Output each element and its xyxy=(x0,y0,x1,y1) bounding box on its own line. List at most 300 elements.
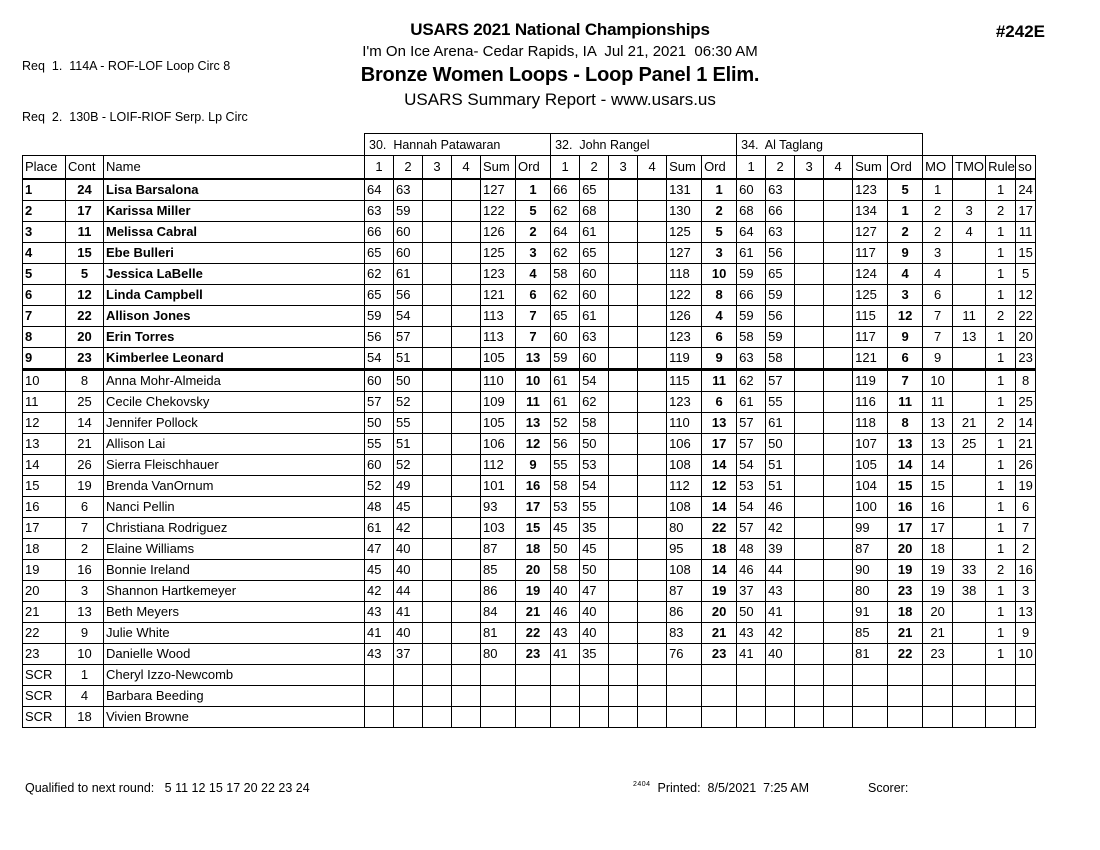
cell-judge3-mark3 xyxy=(795,263,824,284)
cell-judge2-mark3 xyxy=(609,559,638,580)
cell-judge3-mark4 xyxy=(824,559,853,580)
cell-judge2-mark2: 62 xyxy=(580,391,609,412)
cell-judge3-sum xyxy=(853,706,888,727)
cell-judge2-mark3 xyxy=(609,263,638,284)
cell-skater-name: Sierra Fleischhauer xyxy=(104,454,365,475)
cell-judge1-mark4 xyxy=(452,538,481,559)
cell-judge2-mark1 xyxy=(551,664,580,685)
cell-total-majority-ordinal xyxy=(953,685,986,706)
cell-judge2-ordinal: 18 xyxy=(702,538,737,559)
cell-judge3-mark1: 62 xyxy=(737,369,766,391)
col-judge3-mark2: 2 xyxy=(766,156,795,179)
cell-judge2-mark3 xyxy=(609,326,638,347)
cell-judge1-mark2: 52 xyxy=(394,454,423,475)
cell-skater-name: Nanci Pellin xyxy=(104,496,365,517)
cell-judge3-mark4 xyxy=(824,200,853,221)
cell-judge1-ordinal: 17 xyxy=(516,496,551,517)
cell-majority-ordinal: 4 xyxy=(923,263,953,284)
cell-judge3-mark3 xyxy=(795,433,824,454)
cell-skater-name: Anna Mohr-Almeida xyxy=(104,369,365,391)
cell-judge2-mark4 xyxy=(638,263,667,284)
cell-rule: 1 xyxy=(986,475,1016,496)
cell-judge1-mark3 xyxy=(423,664,452,685)
cell-judge2-ordinal: 14 xyxy=(702,496,737,517)
cell-place: 4 xyxy=(23,242,66,263)
cell-judge3-ordinal: 2 xyxy=(888,221,923,242)
cell-judge2-mark3 xyxy=(609,706,638,727)
cell-judge1-ordinal: 20 xyxy=(516,559,551,580)
cell-majority-ordinal: 7 xyxy=(923,326,953,347)
cell-contestant-number: 6 xyxy=(66,496,104,517)
cell-judge1-mark1: 59 xyxy=(365,305,394,326)
result-row xyxy=(23,242,1036,263)
cell-judge3-mark1: 54 xyxy=(737,454,766,475)
result-row xyxy=(23,433,1036,454)
cell-judge3-mark1: 59 xyxy=(737,305,766,326)
cell-place: SCR xyxy=(23,664,66,685)
cell-judge2-mark2 xyxy=(580,664,609,685)
cell-total-majority-ordinal: 38 xyxy=(953,580,986,601)
cell-place: 18 xyxy=(23,538,66,559)
cell-judge2-mark3 xyxy=(609,475,638,496)
cell-judge2-sum: 127 xyxy=(667,242,702,263)
cell-judge1-ordinal: 6 xyxy=(516,284,551,305)
col-so: so xyxy=(1016,156,1036,179)
cell-judge3-mark1: 61 xyxy=(737,242,766,263)
col-judge2-mark2: 2 xyxy=(580,156,609,179)
cell-judge1-mark2: 59 xyxy=(394,200,423,221)
cell-judge2-mark3 xyxy=(609,200,638,221)
cell-contestant-number: 12 xyxy=(66,284,104,305)
cell-judge3-sum: 115 xyxy=(853,305,888,326)
cell-judge2-mark1: 55 xyxy=(551,454,580,475)
cell-judge3-mark4 xyxy=(824,391,853,412)
report-version: 2404 xyxy=(633,781,651,788)
cell-judge3-mark4 xyxy=(824,622,853,643)
cell-judge1-mark2: 52 xyxy=(394,391,423,412)
cell-skating-order: 20 xyxy=(1016,326,1036,347)
cell-judge2-sum: 95 xyxy=(667,538,702,559)
cell-skater-name: Danielle Wood xyxy=(104,643,365,664)
col-judge2-sum: Sum xyxy=(667,156,702,179)
cell-rule: 1 xyxy=(986,622,1016,643)
cell-total-majority-ordinal: 3 xyxy=(953,200,986,221)
cell-judge1-mark1: 50 xyxy=(365,412,394,433)
cell-judge1-mark3 xyxy=(423,643,452,664)
cell-majority-ordinal: 1 xyxy=(923,179,953,201)
cell-judge1-mark4 xyxy=(452,622,481,643)
cell-judge2-mark4 xyxy=(638,580,667,601)
cell-judge1-mark2: 51 xyxy=(394,433,423,454)
cell-judge3-mark1: 64 xyxy=(737,221,766,242)
cell-judge1-mark1: 65 xyxy=(365,284,394,305)
cell-judge2-mark1: 62 xyxy=(551,242,580,263)
cell-judge2-mark2: 35 xyxy=(580,517,609,538)
cell-skater-name: Brenda VanOrnum xyxy=(104,475,365,496)
cell-judge3-mark3 xyxy=(795,284,824,305)
cell-judge1-mark3 xyxy=(423,179,452,201)
cell-judge3-mark4 xyxy=(824,369,853,391)
cell-judge1-mark1 xyxy=(365,664,394,685)
cell-majority-ordinal: 13 xyxy=(923,412,953,433)
cell-judge2-mark4 xyxy=(638,433,667,454)
col-tmo: TMO xyxy=(953,156,986,179)
cell-majority-ordinal: 20 xyxy=(923,601,953,622)
cell-majority-ordinal: 13 xyxy=(923,433,953,454)
cell-judge1-ordinal: 9 xyxy=(516,454,551,475)
cell-judge1-mark1: 60 xyxy=(365,369,394,391)
cell-judge1-mark2: 57 xyxy=(394,326,423,347)
cell-judge3-mark4 xyxy=(824,664,853,685)
cell-judge1-sum xyxy=(481,685,516,706)
cell-judge3-sum: 125 xyxy=(853,284,888,305)
cell-judge2-mark1 xyxy=(551,706,580,727)
cell-contestant-number: 13 xyxy=(66,601,104,622)
cell-judge2-sum: 118 xyxy=(667,263,702,284)
col-judge1-sum: Sum xyxy=(481,156,516,179)
cell-judge1-mark1: 42 xyxy=(365,580,394,601)
cell-judge3-sum: 81 xyxy=(853,643,888,664)
cell-judge2-ordinal: 3 xyxy=(702,242,737,263)
cell-judge1-mark4 xyxy=(452,391,481,412)
cell-total-majority-ordinal xyxy=(953,347,986,369)
cell-judge3-mark2: 40 xyxy=(766,643,795,664)
cell-judge2-ordinal: 21 xyxy=(702,622,737,643)
cell-judge3-sum: 117 xyxy=(853,242,888,263)
cell-judge1-mark3 xyxy=(423,580,452,601)
cell-judge3-mark3 xyxy=(795,179,824,201)
cell-judge2-ordinal: 13 xyxy=(702,412,737,433)
cell-judge2-sum xyxy=(667,706,702,727)
cell-judge2-mark3 xyxy=(609,179,638,201)
cell-majority-ordinal: 9 xyxy=(923,347,953,369)
cell-judge3-sum: 107 xyxy=(853,433,888,454)
cell-judge2-mark2: 60 xyxy=(580,347,609,369)
cell-skater-name: Christiana Rodriguez xyxy=(104,517,365,538)
cell-judge1-mark1: 52 xyxy=(365,475,394,496)
cell-skater-name: Barbara Beeding xyxy=(104,685,365,706)
cell-skating-order: 3 xyxy=(1016,580,1036,601)
judge-header-spacer-right xyxy=(923,134,1036,156)
cell-total-majority-ordinal xyxy=(953,284,986,305)
cell-judge2-mark4 xyxy=(638,412,667,433)
cell-judge2-ordinal: 17 xyxy=(702,433,737,454)
cell-judge2-mark4 xyxy=(638,517,667,538)
result-row xyxy=(23,664,1036,685)
cell-skater-name: Jennifer Pollock xyxy=(104,412,365,433)
cell-contestant-number: 23 xyxy=(66,347,104,369)
cell-majority-ordinal: 2 xyxy=(923,221,953,242)
cell-judge1-ordinal xyxy=(516,664,551,685)
cell-contestant-number: 24 xyxy=(66,179,104,201)
cell-judge3-ordinal: 16 xyxy=(888,496,923,517)
cell-skater-name: Linda Campbell xyxy=(104,284,365,305)
cell-rule xyxy=(986,664,1016,685)
cell-judge2-ordinal: 10 xyxy=(702,263,737,284)
cell-skater-name: Lisa Barsalona xyxy=(104,179,365,201)
cell-judge2-mark3 xyxy=(609,685,638,706)
cell-judge3-mark3 xyxy=(795,200,824,221)
cell-rule: 1 xyxy=(986,326,1016,347)
col-judge1-mark1: 1 xyxy=(365,156,394,179)
cell-contestant-number: 22 xyxy=(66,305,104,326)
cell-judge2-mark3 xyxy=(609,622,638,643)
cell-judge2-mark2: 65 xyxy=(580,179,609,201)
cell-judge3-mark3 xyxy=(795,643,824,664)
cell-judge3-sum: 117 xyxy=(853,326,888,347)
cell-judge3-mark2: 43 xyxy=(766,580,795,601)
cell-judge2-mark1: 58 xyxy=(551,263,580,284)
cell-judge1-mark4 xyxy=(452,643,481,664)
col-judge3-mark3: 3 xyxy=(795,156,824,179)
cell-judge1-mark3 xyxy=(423,326,452,347)
cell-judge1-sum: 121 xyxy=(481,284,516,305)
cell-judge3-mark3 xyxy=(795,412,824,433)
cell-judge3-ordinal: 5 xyxy=(888,179,923,201)
cell-majority-ordinal: 14 xyxy=(923,454,953,475)
cell-judge2-mark4 xyxy=(638,559,667,580)
cell-judge3-sum: 127 xyxy=(853,221,888,242)
cell-judge1-mark3 xyxy=(423,475,452,496)
cell-judge2-mark2: 68 xyxy=(580,200,609,221)
cell-judge2-mark3 xyxy=(609,242,638,263)
cell-judge1-mark3 xyxy=(423,517,452,538)
cell-judge3-ordinal: 23 xyxy=(888,580,923,601)
cell-skater-name: Vivien Browne xyxy=(104,706,365,727)
cell-judge2-mark1: 50 xyxy=(551,538,580,559)
cell-majority-ordinal: 11 xyxy=(923,391,953,412)
cell-judge2-ordinal xyxy=(702,664,737,685)
cell-majority-ordinal: 2 xyxy=(923,200,953,221)
cell-judge1-ordinal: 15 xyxy=(516,517,551,538)
cell-judge1-mark3 xyxy=(423,242,452,263)
req-line-1: Req 1. 114A - ROF-LOF Loop Circ 8 xyxy=(22,59,231,73)
cell-rule: 1 xyxy=(986,391,1016,412)
cell-total-majority-ordinal xyxy=(953,664,986,685)
cell-judge1-ordinal: 16 xyxy=(516,475,551,496)
cell-judge3-mark3 xyxy=(795,664,824,685)
cell-judge2-ordinal: 23 xyxy=(702,643,737,664)
cell-place: 21 xyxy=(23,601,66,622)
cell-judge1-ordinal xyxy=(516,706,551,727)
cell-judge1-mark4 xyxy=(452,347,481,369)
cell-total-majority-ordinal: 4 xyxy=(953,221,986,242)
scorer-label: Scorer: xyxy=(868,781,909,795)
cell-judge3-mark1: 37 xyxy=(737,580,766,601)
col-judge2-mark1: 1 xyxy=(551,156,580,179)
cell-judge2-sum: 108 xyxy=(667,496,702,517)
cell-rule xyxy=(986,685,1016,706)
result-row xyxy=(23,685,1036,706)
cell-judge1-ordinal: 12 xyxy=(516,433,551,454)
cell-judge1-sum: 105 xyxy=(481,347,516,369)
cell-judge1-sum: 81 xyxy=(481,622,516,643)
cell-judge1-mark3 xyxy=(423,263,452,284)
cell-judge3-mark2: 56 xyxy=(766,305,795,326)
cell-judge3-ordinal: 17 xyxy=(888,517,923,538)
cell-judge3-sum: 116 xyxy=(853,391,888,412)
cell-total-majority-ordinal xyxy=(953,475,986,496)
cell-judge1-mark1 xyxy=(365,685,394,706)
cell-total-majority-ordinal xyxy=(953,643,986,664)
cell-judge1-mark3 xyxy=(423,601,452,622)
cell-judge1-sum xyxy=(481,706,516,727)
cell-judge3-mark1 xyxy=(737,685,766,706)
cell-judge3-sum: 123 xyxy=(853,179,888,201)
cell-judge2-sum: 76 xyxy=(667,643,702,664)
col-place: Place xyxy=(23,156,66,179)
cell-judge1-mark3 xyxy=(423,706,452,727)
cell-judge2-mark1: 66 xyxy=(551,179,580,201)
cell-judge3-mark4 xyxy=(824,454,853,475)
cell-place: 13 xyxy=(23,433,66,454)
cell-total-majority-ordinal xyxy=(953,601,986,622)
cell-judge3-mark2: 57 xyxy=(766,369,795,391)
cell-judge3-sum: 118 xyxy=(853,412,888,433)
cell-judge1-mark3 xyxy=(423,685,452,706)
cell-judge1-sum: 113 xyxy=(481,326,516,347)
cell-judge2-mark4 xyxy=(638,496,667,517)
cell-judge2-mark3 xyxy=(609,454,638,475)
col-name: Name xyxy=(104,156,365,179)
cell-judge3-mark1: 41 xyxy=(737,643,766,664)
cell-judge3-mark2: 56 xyxy=(766,242,795,263)
cell-judge2-mark1: 41 xyxy=(551,643,580,664)
cell-judge3-mark1: 43 xyxy=(737,622,766,643)
cell-judge3-mark2: 51 xyxy=(766,454,795,475)
cell-judge2-mark4 xyxy=(638,242,667,263)
cell-place: 7 xyxy=(23,305,66,326)
cell-judge3-mark4 xyxy=(824,475,853,496)
cell-rule: 1 xyxy=(986,369,1016,391)
cell-judge1-sum xyxy=(481,664,516,685)
cell-judge3-mark2: 50 xyxy=(766,433,795,454)
cell-judge1-mark4 xyxy=(452,221,481,242)
result-row xyxy=(23,326,1036,347)
cell-skating-order xyxy=(1016,664,1036,685)
cell-judge3-mark2: 42 xyxy=(766,622,795,643)
col-judge3-mark1: 1 xyxy=(737,156,766,179)
cell-judge3-mark2: 42 xyxy=(766,517,795,538)
cell-majority-ordinal: 18 xyxy=(923,538,953,559)
judge-3-name: 34. Al Taglang xyxy=(737,134,923,156)
cell-judge2-mark3 xyxy=(609,601,638,622)
cell-total-majority-ordinal xyxy=(953,263,986,284)
cell-judge3-mark1: 63 xyxy=(737,347,766,369)
cell-judge2-ordinal: 9 xyxy=(702,347,737,369)
cell-judge2-mark4 xyxy=(638,347,667,369)
cell-skating-order xyxy=(1016,685,1036,706)
cell-judge1-sum: 106 xyxy=(481,433,516,454)
cell-judge3-sum: 90 xyxy=(853,559,888,580)
result-row xyxy=(23,496,1036,517)
result-row xyxy=(23,347,1036,369)
cell-judge1-mark3 xyxy=(423,347,452,369)
cell-judge1-mark4 xyxy=(452,601,481,622)
cell-total-majority-ordinal: 25 xyxy=(953,433,986,454)
qualified-numbers: 5 11 12 15 17 20 22 23 24 xyxy=(164,781,310,795)
cell-rule: 1 xyxy=(986,517,1016,538)
cell-judge3-mark1: 68 xyxy=(737,200,766,221)
cell-judge2-ordinal: 11 xyxy=(702,369,737,391)
cell-judge3-ordinal: 6 xyxy=(888,347,923,369)
cell-total-majority-ordinal: 33 xyxy=(953,559,986,580)
cell-judge3-mark3 xyxy=(795,685,824,706)
cell-judge1-ordinal: 1 xyxy=(516,179,551,201)
cell-judge1-mark1: 43 xyxy=(365,643,394,664)
cell-judge2-sum: 122 xyxy=(667,284,702,305)
cell-judge3-mark4 xyxy=(824,242,853,263)
cell-judge3-sum: 134 xyxy=(853,200,888,221)
cell-judge1-ordinal: 3 xyxy=(516,242,551,263)
cell-judge1-ordinal: 21 xyxy=(516,601,551,622)
cell-judge2-ordinal xyxy=(702,706,737,727)
cell-total-majority-ordinal xyxy=(953,538,986,559)
cell-judge1-mark4 xyxy=(452,580,481,601)
cell-contestant-number: 8 xyxy=(66,369,104,391)
cell-majority-ordinal: 7 xyxy=(923,305,953,326)
cell-judge3-mark4 xyxy=(824,263,853,284)
cell-place: 22 xyxy=(23,622,66,643)
cell-judge1-sum: 113 xyxy=(481,305,516,326)
cell-judge1-mark2: 60 xyxy=(394,242,423,263)
cell-rule xyxy=(986,706,1016,727)
cell-place: 5 xyxy=(23,263,66,284)
cell-judge1-ordinal: 11 xyxy=(516,391,551,412)
result-row xyxy=(23,475,1036,496)
cell-judge3-mark1: 59 xyxy=(737,263,766,284)
cell-contestant-number: 9 xyxy=(66,622,104,643)
cell-judge1-sum: 123 xyxy=(481,263,516,284)
cell-majority-ordinal: 19 xyxy=(923,580,953,601)
cell-judge3-mark3 xyxy=(795,221,824,242)
cell-place: 20 xyxy=(23,580,66,601)
col-judge3-ord: Ord xyxy=(888,156,923,179)
cell-skater-name: Jessica LaBelle xyxy=(104,263,365,284)
cell-judge1-sum: 122 xyxy=(481,200,516,221)
cell-place: 9 xyxy=(23,347,66,369)
cell-judge3-mark1 xyxy=(737,664,766,685)
cell-judge3-ordinal: 1 xyxy=(888,200,923,221)
cell-judge3-mark4 xyxy=(824,305,853,326)
cell-judge1-mark2 xyxy=(394,685,423,706)
cell-judge1-mark1: 56 xyxy=(365,326,394,347)
cell-judge1-mark2 xyxy=(394,706,423,727)
cell-judge1-ordinal: 13 xyxy=(516,412,551,433)
cell-judge3-ordinal: 3 xyxy=(888,284,923,305)
judge-header-spacer-left xyxy=(23,134,365,156)
cell-skater-name: Julie White xyxy=(104,622,365,643)
cell-judge1-mark4 xyxy=(452,412,481,433)
cell-judge1-sum: 86 xyxy=(481,580,516,601)
cell-judge1-mark2: 55 xyxy=(394,412,423,433)
cell-judge1-mark4 xyxy=(452,179,481,201)
cell-judge2-sum: 119 xyxy=(667,347,702,369)
cell-judge2-mark2: 53 xyxy=(580,454,609,475)
cell-judge2-mark4 xyxy=(638,685,667,706)
cell-contestant-number: 20 xyxy=(66,326,104,347)
cell-judge3-sum: 100 xyxy=(853,496,888,517)
cell-judge1-mark4 xyxy=(452,305,481,326)
cell-skating-order: 14 xyxy=(1016,412,1036,433)
cell-judge3-ordinal: 18 xyxy=(888,601,923,622)
cell-judge3-sum: 124 xyxy=(853,263,888,284)
cell-judge3-mark1: 53 xyxy=(737,475,766,496)
cell-judge2-mark1: 61 xyxy=(551,369,580,391)
col-judge1-mark2: 2 xyxy=(394,156,423,179)
cell-skater-name: Erin Torres xyxy=(104,326,365,347)
cell-judge2-mark2: 45 xyxy=(580,538,609,559)
